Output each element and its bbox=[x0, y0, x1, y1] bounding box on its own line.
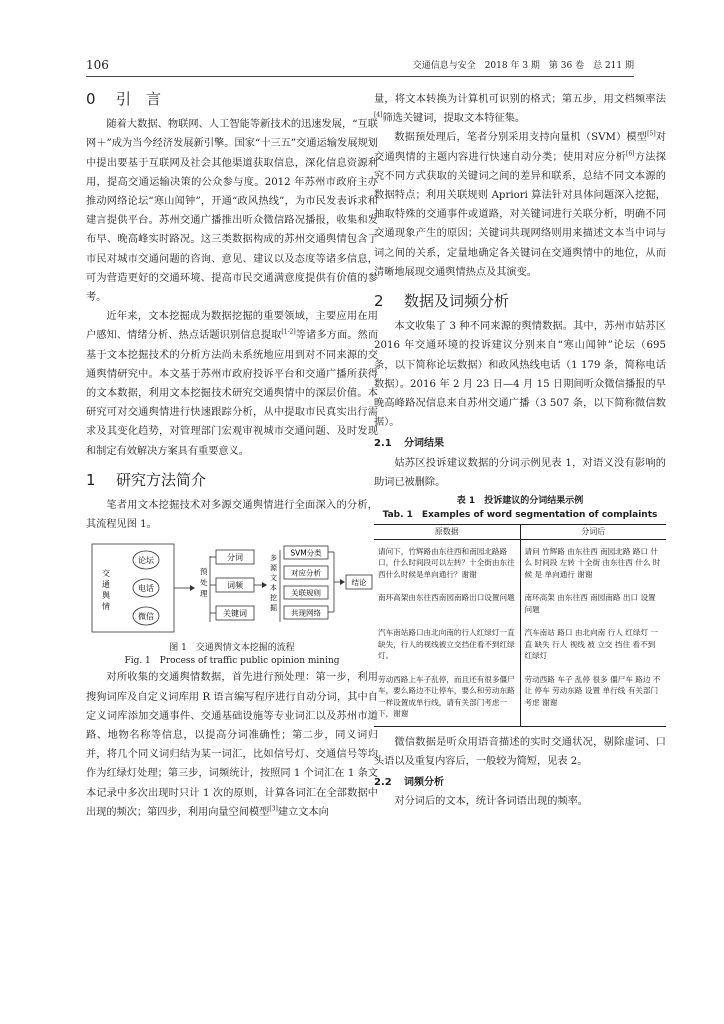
mining-network-label: 共现网络 bbox=[291, 608, 321, 618]
citation: [1-2] bbox=[281, 329, 296, 337]
table-cell: 请问下，竹辉路由东往西和南园北路路口，什么时间段可以左转？十全街由东往西什么时候是单向通行？谢谢 bbox=[374, 539, 520, 586]
frequency-paragraph: 对分词后的文本，统计各词语出现的频率。 bbox=[394, 796, 588, 808]
table-cell: 劳动西路 车子 乱停 很多 僵尸车 路边 不让 停车 劳动东路 设置 单行线 有关部门 考虑 谢谢 bbox=[520, 668, 666, 727]
section-number: 2 bbox=[374, 292, 384, 311]
citation: [4] bbox=[374, 111, 383, 119]
section-title: 词频分析 bbox=[404, 776, 444, 788]
figure-1 bbox=[86, 538, 378, 642]
page-number: 106 bbox=[86, 58, 109, 72]
method-paragraph-2: 对所收集的交通舆情数据，首先进行预处理：第一步，利用搜狗词库及自定义词库用 R 语言编写程序进行自动分词，其中自定义词库添加交通事件、交通基础设施等专业词汇以及苏州市道路、地物名称等信息，以提高分词准确性；第二步，同义词归并，将几个同义词归结为某一词汇，比如信号灯、交通信号等均作为红绿灯处理；第三步，词频统计，按照同 1 个词汇在 1 条文本记录中多次出现时只计 1 次的原则，计算各词汇在全部数据中出现的频次；第四步，利用向量空间模型[3]建立文本向 bbox=[86, 672, 378, 818]
left-column bbox=[86, 90, 378, 822]
sources-label: 交 通 舆 情 bbox=[102, 569, 110, 612]
table-row bbox=[374, 586, 666, 621]
table-caption-cn: 表 1 投诉建议的分词结果示例 bbox=[456, 496, 584, 507]
section-title: 引 言 bbox=[116, 90, 162, 108]
citation: [6] bbox=[626, 150, 635, 158]
right-column bbox=[374, 90, 666, 811]
intro-paragraph-1: 随着大数据、物联网、人工智能等新技术的迅速发展，“互联网＋”成为当今经济发展新引擎。国家“十三五”交通运输发展规划中提出要基于互联网及社会其他渠道获取信息，深化信息资源利用，提高交通运输决策的公众参与度。2012 年苏州市政府主办推动网络论坛“寒山闻钟”，开通“政风热线”，为市民发表诉求和建言提供平台。苏州交通广播推出听众微信路况播报，收集和发布早、晚高峰实时路况。这三类数据构成的苏州交通舆情包含了市民对城市交通问题的咨询、意见、建议以及态度等诸多信息，可为营造更好的交通环境、提高市民交通满意度提供有价值的参考。 bbox=[86, 119, 378, 304]
table-row bbox=[374, 621, 666, 668]
section-number: 2.1 bbox=[374, 438, 392, 450]
intro-paragraph-2: 近年来，文本挖掘成为数据挖掘的重要领域，主要应用在用户感知、情绪分析、热点话题识别信息提取[1-2]等诸多方面。然而基于文本挖掘技术的分析方法尚未系统地应用到对不同来源的交通舆情研究中。本文基于苏州市政府投诉平台和交通广播所获得的文本数据，利用文本挖掘技术研究交通舆情中的深层价值。本研究可对交通舆情进行快速跟踪分析，从中提取市民真实出行需求及其变化趋势，对管理部门宏观审视城市交通问题、及时发现和制定有效解决方案具有重要意义。 bbox=[86, 311, 379, 457]
section-2-heading bbox=[374, 292, 666, 311]
table-cell: 劳动西路上车子乱停，而且还有很多僵尸车，要么路边不让停车，要么和劳动东路一样设置成单行线，请有关部门考虑一下，谢谢 bbox=[374, 668, 520, 727]
source-phone-label: 电话 bbox=[138, 584, 154, 594]
arrow-head bbox=[190, 585, 195, 591]
continued-paragraph: 量，将文本转换为计算机可识别的格式；第五步，用文档频率法[4]筛选关键词，提取文本特征集。 bbox=[374, 94, 666, 125]
prep-segment-label: 分词 bbox=[227, 553, 243, 563]
wechat-paragraph: 微信数据是听众用语音描述的实时交通状况，剔除虚词、口头语以及重复内容后，一般较为简短，见表 2。 bbox=[374, 736, 666, 767]
citation: [5] bbox=[647, 131, 656, 139]
mining-association-label: 关联规则 bbox=[291, 588, 321, 598]
figure-caption-en: Fig. 1 Process of traffic public opinion mining bbox=[124, 656, 340, 667]
section-title: 数据及词频分析 bbox=[404, 292, 510, 311]
journal-info: 交通信息与安全 2018 年 3 期 第 36 卷 总 211 期 bbox=[412, 61, 634, 71]
mining-svm-label: SVM分类 bbox=[290, 548, 322, 558]
conclusion-label: 结论 bbox=[351, 578, 367, 588]
data-paragraph: 本文收集了 3 种不同来源的舆情数据。其中，苏州市姑苏区 2016 年交通环境的投诉建议分别来自“寒山闻钟”论坛（695 条，以下简称论坛数据）和政风热线电话（1 179 条，简称电话数据）。2016 年 2 月 23 日—4 月 15 日期间听众微信播报的早晚高峰路况信息来自苏州交通广播（3 507 条，以下简称微信数据）。 bbox=[374, 321, 666, 429]
table-row bbox=[374, 539, 666, 586]
table-cell: 汽车南站路口由北向南的行人红绿灯一直缺失，行人的视线被立交挡住看不到红绿灯。 bbox=[374, 621, 520, 668]
table-header-segmented: 分词后 bbox=[520, 525, 666, 540]
table-cell: 请问 竹辉路 由东往西 南园北路 路口 什么 时间段 左转 十全街 由东往西 什么 时候 是 单向通行 谢谢 bbox=[524, 546, 661, 579]
section-title: 分词结果 bbox=[404, 438, 444, 450]
arrow-head bbox=[262, 582, 267, 588]
svm-paragraph: 数据预处理后，笔者分别采用支持向量机（SVM）模型[5]对交通舆情的主题内容进行快速自动分类；使用对应分析[6]方法探究不同方式获取的关键词之间的差异和联系，总结不同文本源的数据特点；利用关联规则 Apriori 算法针对具体问题深入挖掘，抽取特殊的交通事件或道路，对关键词进行关联分析，明确不同交通现象产生的原因；关键词共现网络则用来描述文本当中词与词之间的关系，定量地确定各关键词在交通舆情中的地位，从而清晰地展现交通舆情热点及其演变。 bbox=[374, 131, 667, 278]
arrow-head bbox=[340, 579, 345, 585]
table-header-original: 原数据 bbox=[374, 525, 520, 540]
section-1-heading bbox=[86, 471, 378, 490]
section-2-2-heading bbox=[374, 773, 666, 792]
table-cell: 南环高架 由东往西 南园南路 出口 设置 问题 bbox=[524, 593, 656, 614]
section-number: 1 bbox=[86, 470, 96, 489]
citation: [3] bbox=[269, 805, 278, 813]
running-header bbox=[86, 56, 634, 77]
segmentation-paragraph: 姑苏区投诉建议数据的分词示例见表 1，对语义没有影响的助词已被删除。 bbox=[374, 457, 666, 488]
method-paragraph-1: 笔者用文本挖掘技术对多源交通舆情进行全面深入的分析，其流程见图 1。 bbox=[86, 500, 378, 531]
source-wechat-label: 微信 bbox=[138, 612, 154, 622]
table-row bbox=[374, 668, 666, 727]
prep-keyword-label: 关键词 bbox=[223, 609, 247, 619]
preprocess-label: 预 处 理 bbox=[200, 567, 208, 599]
mining-label: 多 源 文 本 挖 掘 bbox=[270, 554, 277, 613]
figure-caption-cn: 图 1 交通舆情文本挖掘的流程 bbox=[169, 643, 295, 654]
section-title: 研究方法简介 bbox=[116, 470, 207, 489]
table-caption-en: Tab. 1 Examples of word segmentation of complaints bbox=[382, 510, 658, 521]
source-forum-label: 论坛 bbox=[138, 556, 154, 566]
prep-frequency-label: 词频 bbox=[227, 581, 243, 591]
section-number: 2.2 bbox=[374, 776, 392, 788]
mining-correspondence-label: 对应分析 bbox=[291, 568, 321, 578]
table-cell: 南环高架由东往西南园南路出口设置问题 bbox=[374, 586, 520, 621]
section-0-heading bbox=[86, 90, 378, 109]
table-cell: 汽车南站 路口 由北向南 行人 红绿灯 一直 缺失 行人 视线 被 立交 挡住 看不到 红绿灯 bbox=[524, 628, 659, 661]
flow-diagram bbox=[90, 538, 374, 638]
segmentation-table bbox=[374, 524, 666, 727]
section-number: 0 bbox=[86, 90, 96, 108]
section-2-1-heading bbox=[374, 434, 666, 453]
